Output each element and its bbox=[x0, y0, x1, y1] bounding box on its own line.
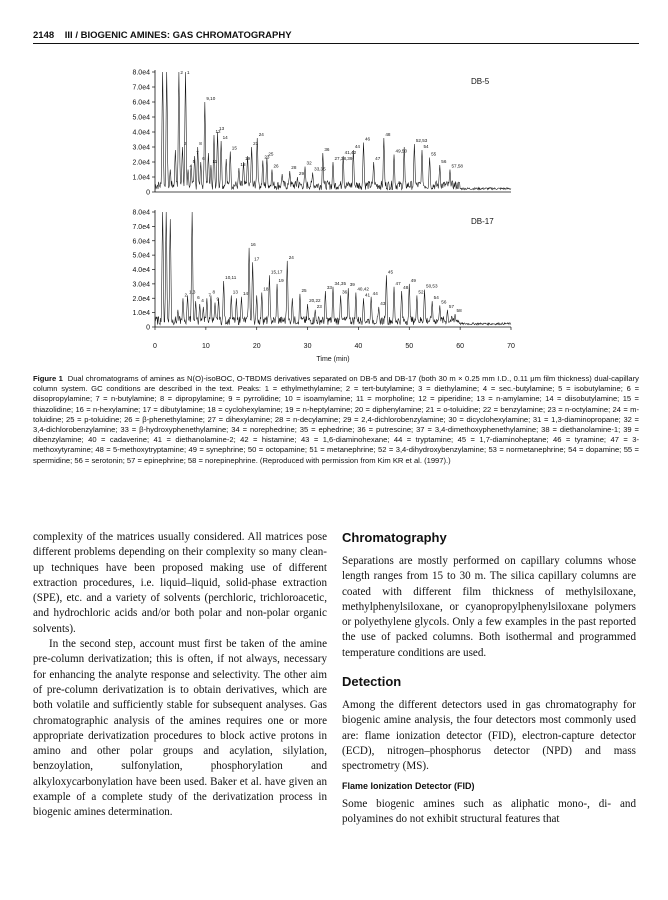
peak-label: 14 bbox=[242, 290, 249, 296]
peak-label: 7 bbox=[196, 150, 199, 155]
peak-label: 13 bbox=[219, 126, 225, 131]
peak-label: 27,38,39 bbox=[334, 156, 353, 161]
peak-label: 1,3 bbox=[189, 289, 196, 295]
peak-label: 9 bbox=[216, 296, 220, 302]
right-column bbox=[342, 530, 636, 827]
x-tick-label: 0 bbox=[153, 343, 157, 350]
peak-label: 39 bbox=[349, 282, 355, 288]
peak-label: 18 bbox=[263, 286, 269, 292]
peak-label: 41,42 bbox=[344, 150, 357, 155]
heading-fid: Flame Ionization Detector (FID) bbox=[342, 780, 475, 791]
y-tick-label: 8.0e4 bbox=[132, 209, 150, 217]
peak-label: 52 bbox=[418, 289, 424, 295]
x-tick-label: 60 bbox=[456, 343, 465, 350]
chromatogram-trace bbox=[155, 72, 511, 190]
peak-label: 54 bbox=[433, 295, 439, 301]
chromatogram-title: DB-5 bbox=[471, 77, 490, 86]
x-tick-label: 70 bbox=[507, 343, 515, 350]
peak-label: 1 bbox=[187, 70, 190, 75]
peak-label: 20,22 bbox=[309, 298, 321, 303]
y-tick-label: 1.0e4 bbox=[132, 174, 150, 182]
peak-label: 5 bbox=[192, 159, 196, 164]
peak-label: 11 bbox=[212, 159, 218, 164]
y-tick-label: 0 bbox=[146, 324, 150, 332]
peak-label: 18 bbox=[240, 162, 246, 167]
peak-label: 44 bbox=[354, 144, 360, 149]
left-column bbox=[33, 530, 327, 821]
peak-label: 49,50 bbox=[395, 148, 408, 154]
peak-label: 16 bbox=[250, 241, 256, 247]
peak-label: 2 bbox=[184, 292, 188, 298]
peak-label: 3 bbox=[183, 141, 187, 146]
x-axis-label: Time (min) bbox=[316, 356, 350, 363]
peak-label: 15,17 bbox=[270, 269, 283, 275]
peak-label: 4 bbox=[201, 298, 204, 303]
peak-label: 21 bbox=[253, 141, 259, 146]
paragraph-derivatization: In the second step, account must first be taken of the amine pre-column derivatization; this is often, if not always, necessary for enhancing the analyte response and selectivity. The other aim of pre-column derivatization is to obtain derivatives, which are both volatile and sufficiently stable for subsequent analyses. Gas chromatographic analysis of the amines requires one or more appropriate derivatization procedures to block active protons in amino and other polar groups and acylation, silylation, benzoylation, sulfonylation, phosphorylation and alkyloxycarbonylation have been used. Baker et al. have given an example of a complete study of the derivatization process in biogenic amines determination. bbox=[33, 638, 327, 819]
peak-label: 44 bbox=[372, 290, 378, 296]
peak-label: 48 bbox=[403, 285, 409, 291]
peak-label: 46 bbox=[365, 136, 371, 142]
figure-caption bbox=[33, 374, 639, 466]
peak-label: 24 bbox=[258, 132, 264, 137]
y-tick-label: 3.0e4 bbox=[132, 281, 150, 289]
y-tick-label: 5.0e4 bbox=[132, 252, 150, 260]
peak-label: 52,53 bbox=[415, 138, 428, 143]
heading-detection: Detection bbox=[342, 674, 402, 690]
peak-label: 26 bbox=[273, 163, 279, 169]
peak-label: 8 bbox=[199, 141, 202, 146]
y-tick-label: 3.0e4 bbox=[132, 144, 150, 152]
peak-label: 4 bbox=[189, 163, 193, 169]
paragraph-matrices: complexity of the matrices usually considered. All matrices pose different problems depending on their complexity so many clean-up techniques have been proposed making use of different extraction procedures, i.e. liquid–liquid, solid-phase extraction (SPE), etc. and a variety of solvents (perchloric, trichloroacetic, and hydrochloric acids and/or both polar and non-polar organic solvents). bbox=[33, 531, 327, 635]
chromatogram-figure bbox=[0, 0, 668, 372]
y-tick-label: 7.0e4 bbox=[132, 84, 150, 92]
figure-label: Figure 1 bbox=[33, 374, 63, 383]
y-tick-label: 0 bbox=[146, 189, 150, 197]
peak-label: 48 bbox=[385, 132, 391, 137]
peak-label: 33 bbox=[326, 285, 332, 291]
figure-caption-text: Dual chromatograms of amines as N(O)-isoBOC, O-TBDMS derivatives separated on DB-5 and DB-17 (both 30 m × 0.25 mm I.D., 0.11 μm film thickness) dual-capillary column system. GC conditions are described in the text. Peaks: 1 = ethylmethylamine; 2 = tert-butylamine; 3 = diethylamine; 4 = sec.-butylamine; 5 = isobutylamine; 6 = diisopropylamine; 7 = n-butylamine; 8 = dipropylamine; 9 = pyrrolidine; 10 = isoamylamine; 11 = morpholine; 12 = piperidine; 13 = n-amylamine; 14 = diisobutylamine; 15 = thiazolidine; 16 = n-hexylamine; 17 = dibutylamine; 18 = cyclohexylamine; 19 = n-heptylamine; 20 = diphenylamine; 21 = o-toluidine; 22 = benzylamine; 23 = n-octylamine; 24 = m-toluidine; 25 = p-toluidine; 26 = β-phenethylamine; 27 = dihexylamine; 28 = n-decylamine; 29 = 2,4-dichlorobenzylamine; 30 = dicyclohexylamine; 31 = 1,3-diaminopropane; 32 = 3,4-dichlorobenzylamine; 33 = β-hydroxyphenethylamine; 34 = norephedrine; 35 = ephedrine; 36 = putrescine; 37 = 3,4-dimethoxyphenethylamine; 38 = diethanolamine-1; 39 = dibenzylamine; 40 = cadaverine; 41 = diethanolamine-2; 42 = histamine; 43 = 1,6-diaminohexane; 44 = tryptamine; 45 = 1,7-diaminoheptane; 46 = tyramine; 47 = 3-methoxytyramine; 48 = 5-methoxytryptamine; 49 = synephrine; 50 = octopamine; 51 = metanephrine; 52 = 3,4-dihydroxybenzylamine; 53 = normetanephrine; 54 = dopamine; 55 = spermidine; 56 = serotonin; 57 = epinephrine; 58 = norepinephrine. (Reproduced with permission from Kim KR et al. (1997).) bbox=[33, 374, 639, 465]
peak-label: 17 bbox=[254, 256, 260, 262]
peak-label: 33,35 bbox=[314, 166, 326, 172]
heading-chromatography: Chromatography bbox=[342, 530, 447, 545]
x-tick-label: 40 bbox=[354, 343, 363, 350]
peak-label: 56 bbox=[441, 299, 447, 305]
peak-label: 47 bbox=[395, 280, 401, 286]
y-tick-label: 7.0e4 bbox=[132, 223, 150, 231]
peak-label: 34,35 bbox=[334, 280, 346, 286]
y-tick-label: 4.0e4 bbox=[132, 129, 150, 137]
peak-label: 6 bbox=[197, 295, 200, 301]
peak-label: 49 bbox=[410, 277, 416, 283]
y-tick-label: 5.0e4 bbox=[132, 114, 150, 122]
peak-label: 25 bbox=[268, 151, 274, 157]
peak-label: 47 bbox=[375, 156, 381, 161]
peak-label: 12 bbox=[215, 129, 221, 134]
peak-label: 9,10 bbox=[206, 96, 216, 101]
peak-label: 43 bbox=[380, 300, 386, 306]
peak-label: 50,53 bbox=[426, 283, 438, 289]
peak-label: 2 bbox=[180, 70, 183, 75]
peak-label: 23 bbox=[316, 303, 322, 309]
peak-label: 41 bbox=[365, 292, 371, 298]
peak-label: 23 bbox=[264, 154, 270, 160]
y-tick-label: 2.0e4 bbox=[132, 159, 150, 167]
peak-label: 57 bbox=[448, 303, 455, 309]
peak-label: 58 bbox=[456, 308, 462, 314]
paragraph-chromatography: Separations are mostly performed on capillary columns whose length ranges from 15 to 30 m. The silica capillary columns are coated with different film thickness of methylsiloxane, methylphenylsiloxane, or cyanopropylphenylsiloxane polymers or polyethylene glycols. Only a few examples in the past reported the use of packed columns. Both isothermal and programmed temperature conditions are used. bbox=[342, 555, 636, 659]
peak-label: 7 bbox=[208, 292, 211, 298]
peak-label: 32 bbox=[306, 160, 312, 166]
peak-label: 13 bbox=[232, 289, 238, 295]
chromatogram-title: DB-17 bbox=[471, 217, 494, 226]
paragraph-detection: Among the different detectors used in gas chromatography for biogenic amine analysis, the four detectors most commonly used are: flame ionization detector (FID), electron-capture detector (ECD), nitrogen–phosphorus detector (NPD) and mass spectrometry (MS). bbox=[342, 699, 636, 773]
peak-label: 15 bbox=[231, 145, 237, 151]
peak-label: 19 bbox=[244, 156, 251, 161]
peak-label: 29 bbox=[298, 171, 305, 176]
peak-label: 45 bbox=[387, 269, 394, 275]
peak-label: 14 bbox=[222, 135, 228, 140]
peak-label: 57,58 bbox=[451, 163, 463, 169]
x-tick-label: 50 bbox=[405, 343, 414, 350]
peak-label: 28 bbox=[291, 165, 297, 170]
paragraph-fid: Some biogenic amines such as aliphatic mono-, di- and polyamines do not exhibit structural features that bbox=[342, 797, 636, 825]
peak-label: 54 bbox=[423, 144, 429, 149]
peak-label: 19 bbox=[278, 277, 284, 283]
peak-label: 36 bbox=[324, 147, 330, 152]
page-number: 2148 bbox=[33, 30, 55, 41]
peak-label: 56 bbox=[441, 159, 447, 164]
y-tick-label: 4.0e4 bbox=[132, 267, 150, 274]
peak-label: 6 bbox=[202, 156, 205, 161]
x-tick-label: 10 bbox=[201, 343, 210, 350]
running-title: III / BIOGENIC AMINES: GAS CHROMATOGRAPHY bbox=[64, 30, 292, 41]
peak-label: 8 bbox=[212, 289, 216, 295]
x-tick-label: 20 bbox=[252, 343, 261, 350]
y-tick-label: 6.0e4 bbox=[132, 238, 150, 246]
y-tick-label: 1.0e4 bbox=[132, 310, 150, 318]
peak-label: 40,42 bbox=[357, 286, 369, 292]
y-tick-label: 8.0e4 bbox=[132, 69, 150, 77]
y-tick-label: 6.0e4 bbox=[132, 99, 150, 107]
peak-label: 10,11 bbox=[225, 275, 237, 280]
peak-label: 25 bbox=[301, 287, 307, 293]
peak-label: 24 bbox=[288, 254, 294, 260]
y-tick-label: 2.0e4 bbox=[132, 295, 150, 303]
peak-label: 36 bbox=[342, 289, 348, 295]
x-tick-label: 30 bbox=[303, 343, 312, 350]
peak-label: 55 bbox=[431, 151, 437, 157]
